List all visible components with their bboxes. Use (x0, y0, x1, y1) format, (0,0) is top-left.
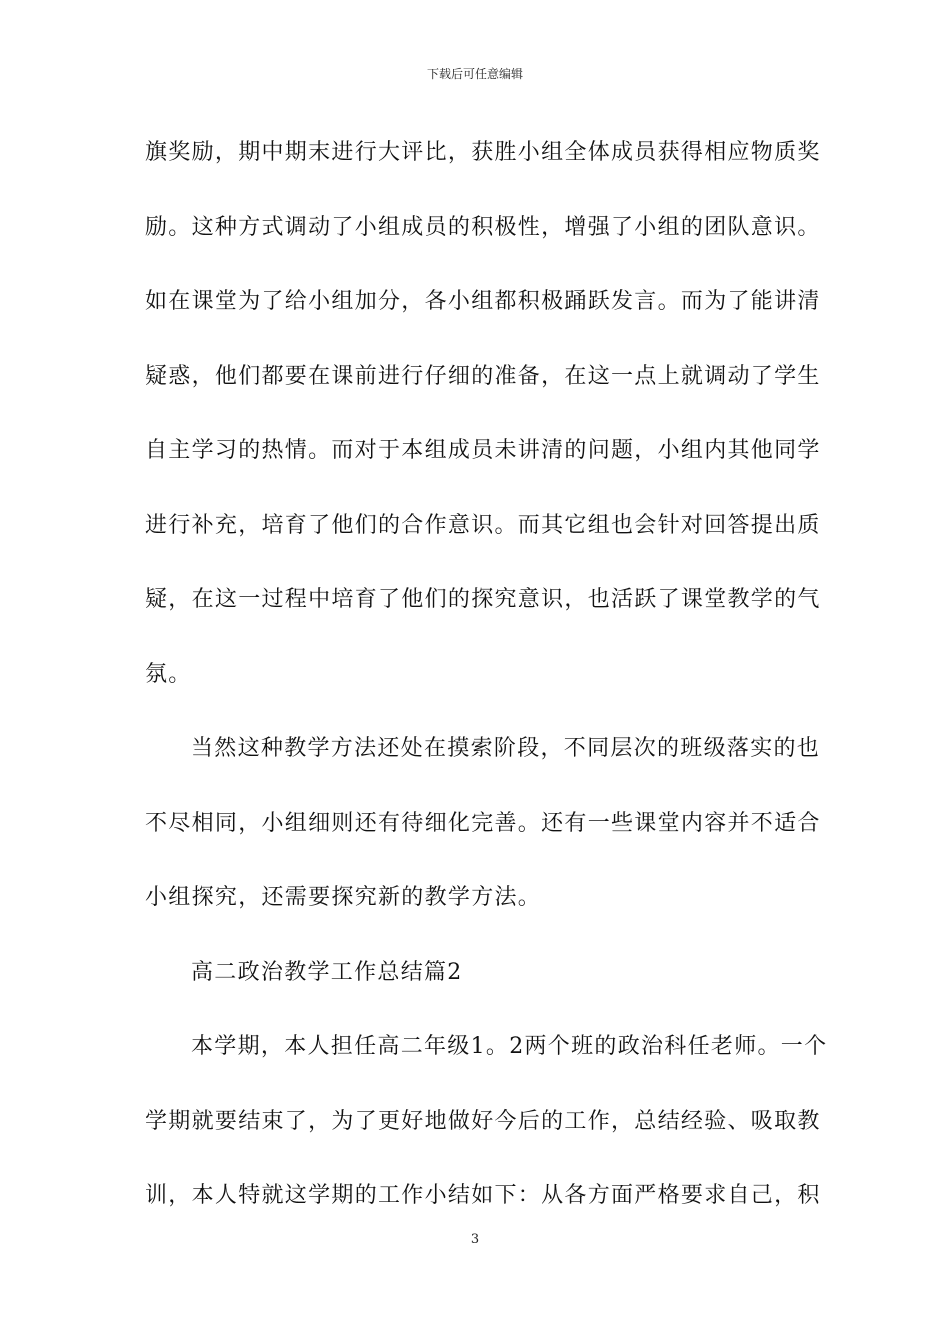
body-line-14: 学期就要结束了，为了更好地做好今后的工作，总结经验、吸取教 (145, 1108, 821, 1134)
body-line-7: 疑，在这一过程中培育了他们的探究意识，也活跃了课堂教学的气 (145, 587, 821, 612)
page-header: 下载后可任意编辑 (426, 67, 523, 81)
section-heading: 高二政治教学工作总结篇2 (191, 959, 463, 985)
body-line-10: 不尽相同，小组细则还有待细化完善。还有一些课堂内容并不适合 (145, 810, 821, 836)
body-line-4: 疑惑，他们都要在课前进行仔细的准备，在这一点上就调动了学生 (145, 363, 821, 389)
body-line-5: 自主学习的热情。而对于本组成员未讲清的问题，小组内其他同学 (145, 438, 821, 463)
body-line-1: 旗奖励，期中期末进行大评比，获胜小组全体成员获得相应物质奖 (145, 140, 821, 165)
body-line-6: 进行补充，培育了他们的合作意识。而其它组也会针对回答提出质 (145, 512, 821, 538)
body-line-15: 训，本人特就这学期的工作小结如下：从各方面严格要求自己，积 (145, 1183, 821, 1208)
body-line-3: 如在课堂为了给小组加分，各小组都积极踊跃发言。而为了能讲清 (145, 289, 821, 314)
body-line-2: 励。这种方式调动了小组成员的积极性，增强了小组的团队意识。 (145, 214, 821, 240)
body-line-11: 小组探究，还需要探究新的教学方法。 (145, 885, 542, 910)
body-line-8: 氛。 (145, 661, 192, 687)
body-line-13: 本学期，本人担任高二年级1。2两个班的政治科任老师。一个 (191, 1034, 828, 1059)
body-line-9: 当然这种教学方法还处在摸索阶段，不同层次的班级落实的也 (191, 736, 821, 761)
page-number: 3 (470, 1232, 480, 1247)
document-body (145, 128, 828, 1246)
